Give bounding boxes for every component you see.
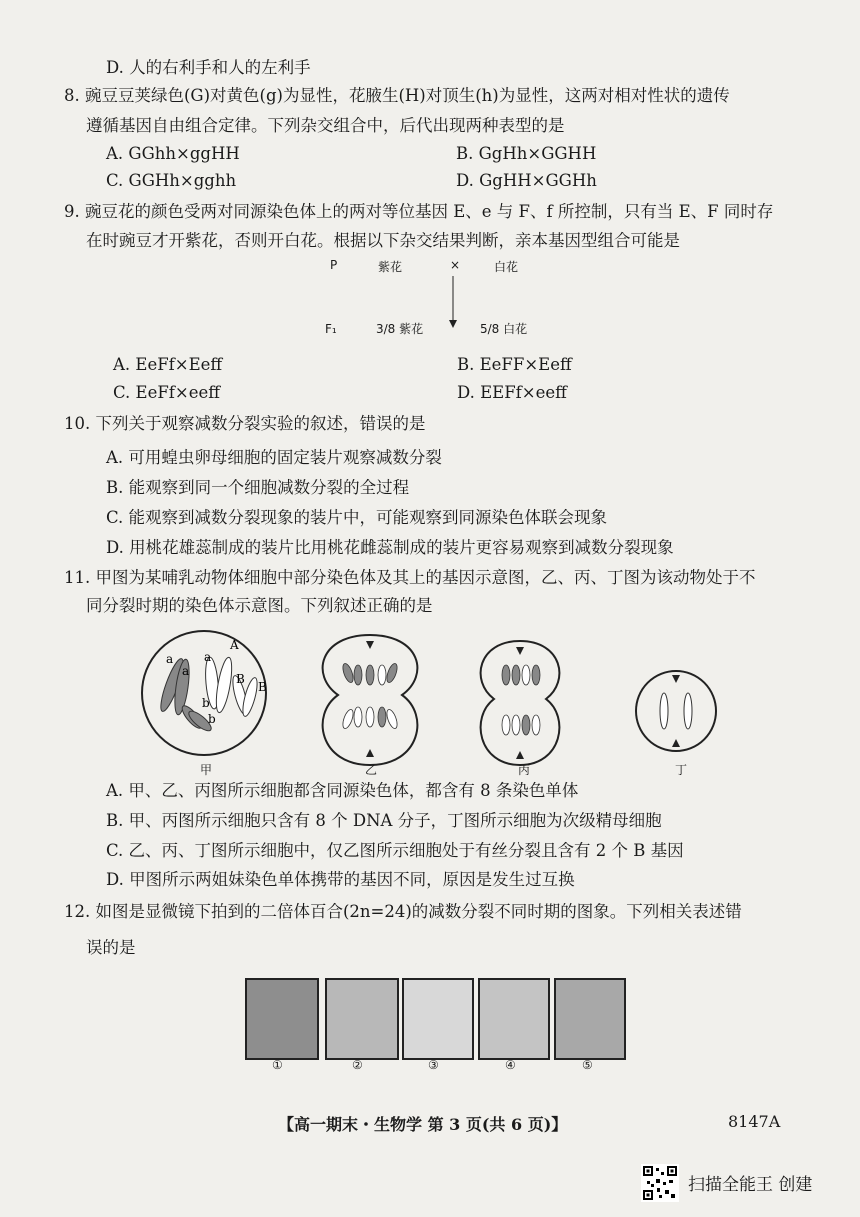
q8-option-b: B. GgHh×GGHH xyxy=(456,144,597,163)
cross-arrow xyxy=(448,276,458,328)
micro-label-5: ⑤ xyxy=(582,1058,593,1072)
page-footer: 【高一期末・生物学 第 3 页(共 6 页)】 xyxy=(278,1115,568,1134)
micro-label-1: ① xyxy=(272,1058,283,1072)
micrograph-1 xyxy=(245,978,319,1060)
cell-yi-outline xyxy=(323,635,418,765)
q11-option-c: C. 乙、丙、丁图所示细胞中，仅乙图所示细胞处于有丝分裂且含有 2 个 B 基因 xyxy=(106,841,684,860)
micro-label-2: ② xyxy=(352,1058,363,1072)
gene-label: a xyxy=(204,650,212,664)
cell-label-jia: 甲 xyxy=(200,763,213,777)
q9-option-d: D. EEFf×eeff xyxy=(457,383,567,402)
gene-label: B xyxy=(258,680,267,694)
q11-option-a: A. 甲、乙、丙图所示细胞都含同源染色体，都含有 8 条染色单体 xyxy=(106,781,579,800)
micro-label-4: ④ xyxy=(505,1058,516,1072)
gene-label: B xyxy=(236,672,245,686)
cross-f1-label: F₁ xyxy=(325,322,337,336)
gene-label: b xyxy=(202,696,210,710)
q8-stem-2: 遵循基因自由组合定律。下列杂交组合中，后代出现两种表型的是 xyxy=(86,116,565,135)
micrograph-5 xyxy=(554,978,626,1060)
q10-option-b: B. 能观察到同一个细胞减数分裂的全过程 xyxy=(106,478,410,497)
cell-bing-outline xyxy=(481,641,560,765)
gene-label: A xyxy=(230,638,239,652)
q8-option-c: C. GGHh×gghh xyxy=(106,171,237,190)
cell-label-ding: 丁 xyxy=(675,763,688,777)
gene-label: b xyxy=(208,712,216,726)
q7-option-d: D. 人的右利手和人的左利手 xyxy=(106,58,311,77)
q9-option-a: A. EeFf×Eeff xyxy=(113,355,223,374)
q9-option-c: C. EeFf×eeff xyxy=(113,383,220,402)
q11-option-d: D. 甲图所示两姐妹染色单体携带的基因不同，原因是发生过互换 xyxy=(106,870,575,889)
cell-figures xyxy=(130,625,730,775)
gene-label: a xyxy=(182,664,190,678)
cross-f1-white: 5/8 白花 xyxy=(480,322,528,336)
cross-parent2: 白花 xyxy=(494,260,519,274)
cell-label-bing: 丙 xyxy=(518,763,531,777)
q9-stem-2: 在时豌豆才开紫花，否则开白花。根据以下杂交结果判断，亲本基因型组合可能是 xyxy=(86,231,680,250)
cross-parent1: 紫花 xyxy=(378,260,403,274)
gene-label: a xyxy=(166,652,174,666)
cross-times: × xyxy=(450,258,461,272)
micrograph-4 xyxy=(478,978,550,1060)
q11-stem-2: 同分裂时期的染色体示意图。下列叙述正确的是 xyxy=(86,596,433,615)
micrograph-3 xyxy=(402,978,474,1060)
cross-p-label: P xyxy=(330,258,338,272)
q9-option-b: B. EeFF×Eeff xyxy=(457,355,572,374)
scanner-brand: 扫描全能王 创建 xyxy=(688,1175,813,1195)
q10-option-d: D. 用桃花雄蕊制成的装片比用桃花雌蕊制成的装片更容易观察到减数分裂现象 xyxy=(106,538,674,557)
q10-option-a: A. 可用蝗虫卵母细胞的固定装片观察减数分裂 xyxy=(106,448,442,467)
q12-stem-1: 12. 如图是显微镜下拍到的二倍体百合(2n=24)的减数分裂不同时期的图象。下列相关表述错 xyxy=(64,902,742,921)
q9-stem-1: 9. 豌豆花的颜色受两对同源染色体上的两对等位基因 E、e 与 F、f 所控制，只有当 E、F 同时存 xyxy=(64,202,774,221)
q10-stem: 10. 下列关于观察减数分裂实验的叙述，错误的是 xyxy=(64,414,426,433)
q10-option-c: C. 能观察到减数分裂现象的装片中，可能观察到同源染色体联会现象 xyxy=(106,508,608,527)
cell-label-yi: 乙 xyxy=(365,763,378,777)
cross-f1-purple: 3/8 紫花 xyxy=(376,322,424,336)
micrograph-2 xyxy=(325,978,399,1060)
q11-stem-1: 11. 甲图为某哺乳动物体细胞中部分染色体及其上的基因示意图，乙、丙、丁图为该动物处于不 xyxy=(64,568,756,587)
q8-option-d: D. GgHH×GGHh xyxy=(456,171,597,190)
q12-stem-2: 误的是 xyxy=(86,938,136,957)
q11-option-b: B. 甲、丙图所示细胞只含有 8 个 DNA 分子，丁图所示细胞为次级精母细胞 xyxy=(106,811,662,830)
q8-option-a: A. GGhh×ggHH xyxy=(106,144,240,163)
exam-code: 8147A xyxy=(728,1112,781,1131)
qr-code-icon xyxy=(641,1164,679,1202)
micro-label-3: ③ xyxy=(428,1058,439,1072)
q8-stem-1: 8. 豌豆豆荚绿色(G)对黄色(g)为显性，花腋生(H)对顶生(h)为显性，这两对相对性状的遗传 xyxy=(64,86,730,105)
